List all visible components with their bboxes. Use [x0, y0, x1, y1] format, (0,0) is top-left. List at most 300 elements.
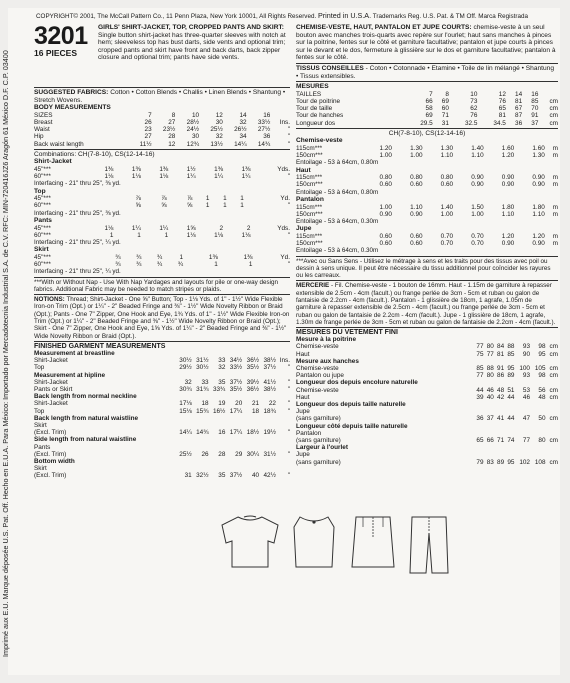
cell-value: [209, 465, 226, 472]
cell-value: 83: [486, 458, 494, 466]
cell-value: 77: [522, 437, 530, 445]
cell-value: 37½: [229, 472, 243, 480]
cell-value: 1.60: [532, 144, 545, 152]
cell-value: 74: [507, 437, 515, 445]
cell-value: 51: [507, 386, 515, 394]
cell-value: ¾: [136, 253, 142, 261]
row-label: Chemise-veste: [296, 386, 339, 394]
cell-value: [473, 451, 483, 458]
cell-value: [225, 393, 242, 400]
cell-value: 33: [218, 357, 226, 365]
table-row: [296, 379, 558, 386]
unit-label: Yds.: [277, 165, 290, 173]
table-row: [34, 173, 290, 180]
row-label: 60"***: [34, 202, 51, 210]
table-row: [296, 145, 558, 152]
unit-label: [276, 350, 290, 357]
cell-value: 100: [519, 365, 530, 373]
sizes-row: [296, 91, 558, 98]
cell-value: 26: [144, 118, 152, 126]
cell-value: 25½: [179, 450, 192, 458]
cell-value: 102: [519, 458, 530, 466]
size-value: 10: [191, 111, 200, 119]
table-row: [34, 472, 290, 479]
table-row: [34, 232, 290, 239]
unit-label: cm: [549, 343, 558, 351]
table-row: [296, 152, 558, 159]
trademark-text: Trademarks Reg. U.S. Pat. & TM Off. Marca Registrada: [372, 13, 529, 20]
cell-value: 40: [251, 472, 260, 480]
unit-label: [276, 393, 290, 400]
cell-value: [484, 423, 494, 430]
cell-value: [192, 422, 209, 429]
cell-value: [192, 372, 209, 379]
french-description-title: CHEMISE-VESTE, HAUT, PANTALON ET JUPE COURTS:: [296, 24, 472, 31]
size-value: 7: [429, 90, 433, 98]
row-label: (Excl. Trim): [34, 450, 67, 458]
cell-value: 0.70: [440, 232, 454, 240]
table-row: [296, 437, 558, 444]
row-label: Largeur à l'ourlet: [296, 444, 348, 452]
unit-label: m: [552, 240, 558, 248]
cell-value: 12: [168, 140, 176, 148]
cell-value: [514, 423, 530, 430]
cell-value: [504, 379, 514, 386]
cell-value: [192, 393, 209, 400]
row-label: Chemise-veste: [296, 365, 339, 373]
cell-value: 32.5: [464, 119, 478, 127]
cell-value: 19½: [263, 429, 276, 437]
description-title: GIRLS' SHIRT-JACKET, TOP, CROPPED PANTS AND SKIRT:: [98, 24, 284, 31]
size-value: 10: [470, 90, 478, 98]
cell-value: 95: [538, 350, 546, 358]
cell-value: 27: [144, 133, 152, 141]
cell-value: 80: [538, 437, 546, 445]
table-row: [296, 112, 558, 119]
cell-value: 28: [168, 133, 176, 141]
cell-value: 1: [205, 202, 210, 210]
cell-value: 0.90: [501, 174, 515, 182]
cell-value: 29½: [179, 364, 192, 372]
unit-label: cm: [549, 393, 558, 401]
unit-label: [546, 451, 558, 458]
cell-value: 1⅝: [186, 224, 196, 232]
cell-value: [242, 458, 259, 465]
unit-label: [546, 408, 558, 415]
cell-value: 1⅛: [131, 173, 141, 181]
table-row: [296, 174, 558, 181]
cell-value: [494, 444, 504, 451]
cell-value: 26: [201, 450, 209, 458]
row-label: 60"***: [34, 261, 51, 269]
row-label: 150cm***: [296, 210, 323, 218]
metrage-section: [296, 137, 558, 254]
cell-value: 1¼: [159, 224, 169, 232]
cell-value: [484, 444, 494, 451]
cell-value: [175, 422, 192, 429]
pattern-number: 3201: [34, 22, 88, 50]
garment-title: Pants: [34, 216, 52, 224]
row-label: (sans garniture): [296, 437, 341, 445]
mesures-fini-table: [296, 336, 558, 466]
cell-value: 1: [223, 195, 227, 203]
cell-value: 22: [268, 400, 276, 408]
cell-value: 1.20: [501, 232, 515, 240]
cell-value: [504, 451, 514, 458]
row-label: 115cm***: [296, 174, 323, 182]
cell-value: ⅝: [186, 202, 193, 210]
row-label: Longueur dos depuis taille naturelle: [296, 401, 406, 409]
row-label: Jupe: [296, 451, 310, 459]
row-label: Longueur dos: [296, 119, 336, 127]
table-row: [34, 202, 290, 209]
cell-value: [225, 444, 242, 451]
cell-value: 34: [239, 133, 247, 141]
table-row: [34, 166, 290, 173]
cell-value: 42½: [263, 472, 276, 480]
cell-value: 98: [538, 372, 546, 380]
cell-value: 69: [425, 112, 433, 120]
cell-value: [504, 401, 514, 408]
cell-value: 0.60: [410, 240, 423, 248]
cell-value: [530, 430, 546, 437]
top-back-sketch: [286, 513, 342, 569]
cell-value: 37: [486, 415, 494, 423]
cell-value: 14¾: [196, 429, 209, 437]
cell-value: 89: [507, 372, 515, 380]
cell-value: 77: [476, 343, 484, 351]
cell-value: 1⅜: [243, 253, 253, 261]
cell-value: [484, 430, 494, 437]
cell-value: 1.10: [440, 152, 454, 160]
nap-note: ***With or Without Nap - Use With Nap Yardages and layouts for pile or one-way design fabrics. Additional Fabric may be needed to match stripes or plaids.: [34, 278, 279, 293]
cell-value: 0.80: [379, 174, 392, 182]
cell-value: 0.60: [440, 181, 454, 189]
cell-value: 1.10: [532, 210, 545, 218]
cell-value: [473, 358, 483, 365]
cell-value: 44: [507, 415, 515, 423]
cell-value: ¾: [177, 261, 184, 269]
row-label: Top: [34, 364, 45, 372]
table-row: [296, 459, 558, 466]
cell-value: 37½: [263, 364, 276, 372]
cell-value: 67: [515, 105, 523, 113]
unit-label: Ins.: [279, 118, 290, 126]
cell-value: 1¼: [186, 173, 196, 181]
cell-value: 79: [476, 458, 484, 466]
cell-value: 87: [515, 112, 523, 120]
table-row: [34, 436, 290, 443]
cell-value: ⅝: [135, 202, 141, 210]
tissus-list: - Coton • Cotonnade • Etamine • Toile de lin mélangé • Shantung • Tissus extensibles.: [296, 64, 554, 80]
cell-value: 71: [441, 112, 449, 120]
table-row: [34, 386, 290, 393]
cell-value: 30½: [179, 357, 192, 365]
row-label: (sans garniture): [296, 415, 341, 423]
cell-value: 13½: [210, 140, 223, 148]
size-value: 16: [531, 90, 539, 98]
cell-value: [209, 350, 226, 357]
garment-title: Shirt-Jacket: [34, 158, 72, 166]
cell-value: 17¼: [229, 407, 243, 415]
row-label: Chemise-veste: [296, 343, 339, 351]
cell-value: [225, 415, 242, 422]
cell-value: 37: [531, 119, 539, 127]
row-label: Skirt: [34, 465, 47, 473]
combinations-fr: CH(7-8-10), CS(12-14-16): [388, 129, 466, 137]
cell-value: 105: [534, 365, 546, 373]
yardage-table: [34, 166, 290, 180]
row-label: Side length from natural waistline: [34, 436, 137, 444]
interfacing-note: Entoilage - 53 à 64cm, 0.30m: [296, 217, 379, 225]
cell-value: [225, 458, 242, 465]
unit-label: m: [552, 203, 558, 211]
row-label: Back length from normal neckline: [34, 393, 137, 401]
cell-value: [242, 415, 259, 422]
table-row: [296, 181, 558, 188]
row-label: Tour de taille: [296, 105, 333, 113]
interfacing-note: Interfacing - 21" thru 25", ¼ yd.: [34, 268, 121, 276]
sizes-row: [34, 112, 290, 119]
cell-value: 1.10: [410, 203, 423, 211]
cell-value: 77: [486, 350, 494, 358]
unit-label: m: [552, 210, 558, 218]
cell-value: 39½: [246, 378, 260, 386]
cell-value: 62: [470, 105, 478, 113]
unit-label: Yd.: [280, 195, 290, 203]
cell-value: 36: [515, 119, 523, 127]
cell-value: 38½: [263, 357, 276, 365]
cell-value: [514, 430, 530, 437]
row-label: Pants or Skirt: [34, 385, 73, 393]
cell-value: 30: [191, 133, 200, 141]
cell-value: 17⅛: [179, 400, 192, 408]
row-label: Back length from natural waistline: [34, 414, 139, 422]
cell-value: 2: [246, 224, 251, 232]
cell-value: [473, 408, 483, 415]
cell-value: 1.20: [379, 144, 392, 152]
cell-value: [192, 436, 209, 443]
cell-value: [209, 458, 226, 465]
cell-value: 0.90: [379, 210, 392, 218]
cell-value: 41: [497, 415, 505, 423]
cell-value: 1.00: [410, 152, 423, 160]
cell-value: 16½: [212, 407, 226, 415]
table-row: [34, 429, 290, 436]
cell-value: 91: [497, 365, 505, 373]
cell-value: 26½: [234, 126, 247, 134]
cell-value: 50: [538, 415, 546, 423]
cell-value: 1.20: [532, 232, 545, 240]
unit-label: [276, 458, 290, 465]
row-label: Pants: [34, 443, 51, 451]
cell-value: 65: [476, 437, 484, 445]
cell-value: 34½: [229, 357, 243, 365]
unit-label: [546, 336, 558, 343]
unit-label: [546, 379, 558, 386]
cell-value: 18½: [246, 429, 260, 437]
cell-value: 0.70: [440, 240, 454, 248]
cell-value: 77: [476, 372, 484, 380]
cell-value: 0.70: [471, 232, 484, 240]
cell-value: 76: [498, 97, 506, 105]
cell-value: 95: [507, 458, 515, 466]
row-label: 45"***: [34, 253, 51, 261]
row-label: Back waist length: [34, 140, 84, 148]
cell-value: [494, 379, 504, 386]
cell-value: 48: [497, 386, 505, 394]
row-label: Measurement at breastline: [34, 349, 115, 357]
table-row: [296, 387, 558, 394]
cell-value: 18: [251, 407, 260, 415]
unit-label: ": [287, 231, 290, 239]
unit-label: [276, 444, 290, 451]
cell-value: [209, 372, 226, 379]
cell-value: 28½: [186, 118, 200, 126]
cell-value: 93: [522, 372, 530, 380]
cell-value: 33½: [229, 364, 243, 372]
mesures-fini-title: MESURES DU VETEMENT FINI: [296, 329, 398, 337]
table-row: [296, 408, 558, 415]
cell-value: [494, 430, 504, 437]
cell-value: 23½: [162, 126, 176, 134]
cell-value: [473, 423, 483, 430]
unit-label: [276, 436, 290, 443]
row-label: Bottom width: [34, 458, 75, 465]
cell-value: 1.10: [501, 210, 515, 218]
cell-value: 1⅛: [104, 173, 114, 181]
cell-value: 25½: [210, 126, 223, 134]
cell-value: 35½: [229, 385, 243, 393]
interfacing-note: Entoilage - 53 à 64cm, 0.30m: [296, 247, 379, 255]
notions: [34, 296, 290, 340]
cell-value: [175, 444, 192, 451]
row-label: Mesure aux hanches: [296, 357, 359, 365]
cell-value: 85: [531, 97, 539, 105]
cell-value: [242, 393, 259, 400]
unit-label: [546, 430, 558, 437]
cell-value: [242, 465, 259, 472]
notions-title: NOTIONS:: [34, 296, 65, 304]
cell-value: 19: [218, 400, 226, 408]
sens-note: ***Avec ou Sans Sens - Utilisez le métrage à sens et les traits pour des tissus avec poil ou dessin à sens unique. Il peut être nécessaire du tissu additionnel pour coïncider les rayures ou les carreaux.: [296, 257, 551, 280]
row-label: 150cm***: [296, 181, 323, 189]
unit-label: cm: [549, 105, 558, 113]
cell-value: 1¼: [241, 173, 251, 181]
table-row: [296, 451, 558, 458]
cell-value: [530, 423, 546, 430]
unit-label: ": [287, 385, 290, 393]
table-row: [296, 98, 558, 105]
combinations: Combinations: CH(7-8-10), CS(12-14-16): [34, 150, 155, 158]
unit-label: ": [287, 173, 290, 181]
cell-value: 0.90: [532, 174, 545, 182]
cell-value: 1.00: [379, 152, 392, 160]
cell-value: 17¼: [229, 429, 243, 437]
yardage-table: [34, 195, 290, 209]
cell-value: 0.80: [410, 174, 423, 182]
printed-text: Printed in U.S.A.: [317, 12, 372, 20]
cell-value: [504, 358, 514, 365]
row-label: Jupe: [296, 408, 310, 416]
yardage-table: [296, 204, 558, 218]
fabrics-title: SUGGESTED FABRICS:: [34, 89, 109, 96]
unit-label: ": [287, 261, 290, 269]
cell-value: 70: [531, 105, 539, 113]
unit-label: ": [287, 140, 290, 148]
size-value: 12: [498, 90, 506, 98]
yardage-table: [296, 233, 558, 247]
cell-value: 1: [240, 202, 244, 210]
cell-value: 1.30: [440, 144, 454, 152]
cell-value: 31¾: [196, 385, 209, 393]
cell-value: [209, 436, 226, 443]
cell-value: [514, 358, 530, 365]
cell-value: [530, 379, 546, 386]
table-row: [296, 336, 558, 343]
table-row: [296, 365, 558, 372]
unit-label: cm: [549, 97, 558, 105]
cell-value: [473, 379, 483, 386]
cell-value: 18¾: [263, 407, 276, 415]
cell-value: 73: [470, 97, 478, 105]
cell-value: [473, 336, 483, 343]
unit-label: cm: [549, 365, 558, 373]
cell-value: 30: [215, 118, 223, 126]
cell-value: 0.60: [379, 181, 392, 189]
unit-label: ": [287, 202, 290, 210]
cell-value: 0.90: [532, 240, 545, 248]
cell-value: 46: [486, 386, 494, 394]
table-row: [34, 119, 290, 126]
unit-label: Yds.: [277, 224, 290, 232]
row-label: 60"***: [34, 231, 51, 239]
unit-label: m: [552, 152, 558, 160]
cell-value: 31½: [196, 357, 209, 365]
cell-value: 1⅜: [241, 165, 251, 173]
cell-value: 38½: [263, 385, 276, 393]
cell-value: 41½: [263, 378, 276, 386]
cell-value: 42: [497, 393, 505, 401]
cell-value: [209, 393, 226, 400]
unit-label: cm: [549, 437, 558, 445]
row-label: Hip: [34, 133, 44, 141]
size-value: 16: [263, 111, 271, 119]
unit-label: Ins.: [279, 357, 290, 365]
cell-value: 93: [522, 343, 530, 351]
table-row: [34, 126, 290, 133]
cell-value: 1: [164, 231, 169, 239]
cell-value: 32½: [196, 472, 209, 480]
cell-value: [514, 379, 530, 386]
cell-value: [530, 408, 546, 415]
cell-value: 1: [205, 195, 210, 203]
cell-value: 33¾: [212, 385, 226, 393]
cell-value: 1⅛: [241, 231, 251, 239]
cell-value: [175, 372, 192, 379]
mercerie-title: MERCERIE: [296, 282, 330, 290]
side-imprint-text: Imprimé aux E.U. Marque déposée U.S. Pat. Off. Hecho en E.U.A. Para México: Importado por Mercadotecnia Industrial S.A. de C.V. RFC: MIN-720416JZ6 Aragón 61 México D.F. C.P. 03400: [1, 50, 10, 657]
cell-value: ⅞: [186, 195, 193, 203]
table-row: [296, 430, 558, 437]
cell-value: 36: [476, 415, 484, 423]
cell-value: 0.70: [471, 240, 484, 248]
cell-value: 85: [476, 365, 484, 373]
row-label: 115cm***: [296, 232, 323, 240]
cell-value: [494, 451, 504, 458]
cell-value: 1½: [186, 165, 196, 173]
cell-value: 1⅛: [159, 173, 169, 181]
